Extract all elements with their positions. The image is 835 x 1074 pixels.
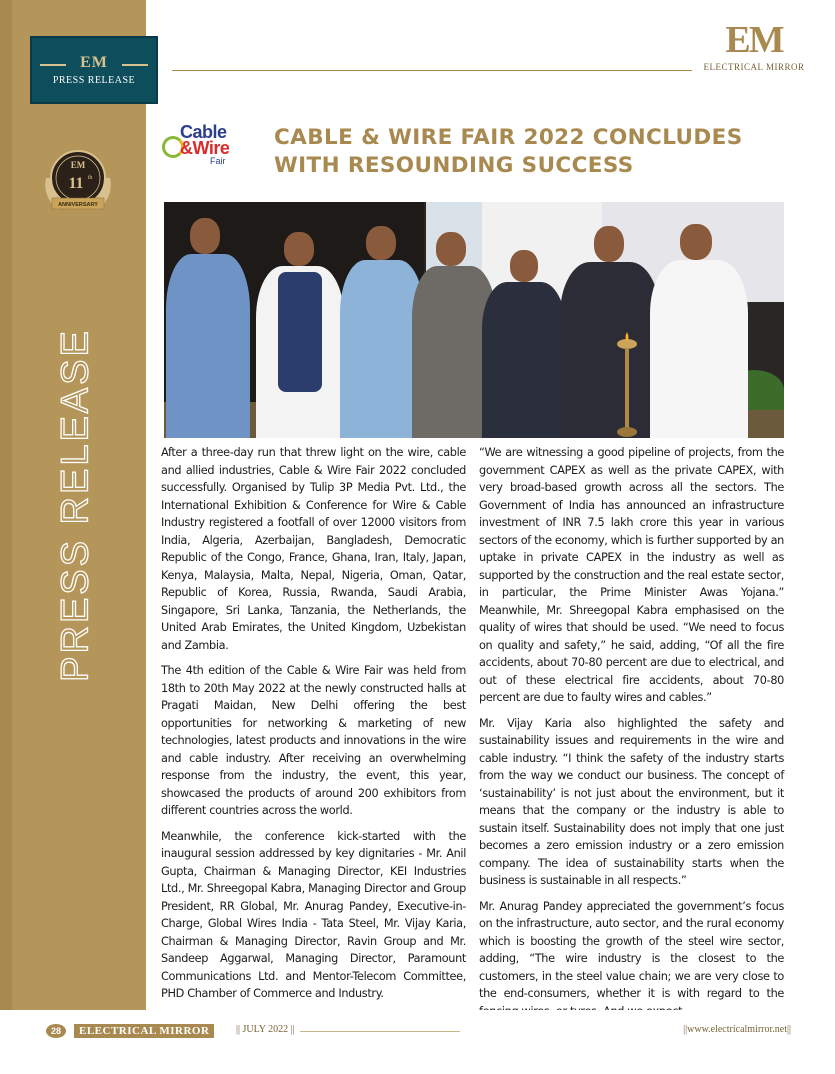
event-photo bbox=[164, 202, 784, 438]
article-paragraph: The 4th edition of the Cable & Wire Fair was held from 18th to 20th May 2022 at the newly constructed halls at Pragati Maidan, New Delhi offering the best opportunities for networking & marketing of new technologies, latest products and innovations in the wire and cable industry. After receiving an overwhelming response from the industry, the event, this year, showcased the products of around 200 exhibitors from different countries across the world. bbox=[161, 664, 466, 817]
page-number: 28 bbox=[46, 1024, 66, 1038]
ceremonial-lamp-icon bbox=[616, 330, 638, 438]
photo-person bbox=[650, 224, 748, 438]
article-paragraph: Mr. Vijay Karia also highlighted the safety and sustainability issues and requirements in the wire and cable industry. “I think the safety of the industry starts from the way we conduct our business. The concept of ‘sustainability’ is not just about the environment, but it means that the company or the industry is able to sustain itself. Sustainability does not imply that one just becomes a zero emission industry or a zero emission company. The idea of sustainability starts when the business is sustainable in all respects.” bbox=[479, 716, 784, 887]
logo-mark: EM bbox=[725, 19, 783, 61]
badge-wing-left bbox=[40, 64, 66, 66]
photo-person bbox=[560, 226, 660, 438]
vertical-section-text: PRESS RELEASE bbox=[54, 328, 97, 682]
footer-rule bbox=[300, 1031, 460, 1032]
anniversary-number: 11 bbox=[68, 175, 84, 192]
photo-person bbox=[166, 218, 250, 438]
event-logo-line3: Fair bbox=[210, 156, 226, 166]
photo-person bbox=[256, 232, 344, 438]
badge-label: PRESS RELEASE bbox=[52, 75, 136, 86]
article-column-right bbox=[479, 444, 784, 1028]
footer-brand: ELECTRICAL MIRROR bbox=[74, 1024, 214, 1038]
event-logo bbox=[162, 122, 262, 174]
anniversary-suffix: th bbox=[87, 175, 93, 181]
article-paragraph: Meanwhile, the conference kick-started with the inaugural session addressed by key dignitaries - Mr. Anil Gupta, Chairman & Managing Director, KEI Industries Ltd., Mr. Shreegopal Kabra, Managing Director and Group President, RR Global, Mr. Anurag Pandey, Executive-in-Charge, Global Wires India - Tata Steel, Mr. Vijay Karia, Chairman & Managing Director, Ravin Group and Mr. Sandeep Aggarwal, Managing Director, Paramount Communications Ltd. and Mentor-Telecom Committee, PHD Chamber of Commerce and Industry. bbox=[161, 829, 466, 1000]
event-logo-line1: Cable bbox=[180, 122, 227, 142]
badge-wing-right bbox=[122, 64, 148, 66]
magazine-logo bbox=[702, 20, 806, 88]
event-logo-line2: &Wire bbox=[180, 138, 230, 158]
article-paragraph: Mr. Anurag Pandey appreciated the government’s focus on the infrastructure, auto sector, and the rural economy which is boosting the growth of the steel wire sector, adding, “The wire industry is the closest to the customers, in the steel value chain; we are very close to the end-consumers, whether it is with regard to the bbox=[479, 899, 784, 1000]
photo-person bbox=[482, 250, 566, 438]
article-headline: CABLE & WIRE FAIR 2022 CONCLUDES WITH RESOUNDING SUCCESS bbox=[274, 125, 743, 178]
anniversary-seal bbox=[40, 148, 116, 222]
footer-issue-date: || JULY 2022 || bbox=[236, 1024, 295, 1035]
press-release-badge bbox=[30, 36, 158, 104]
page-footer bbox=[0, 1010, 835, 1074]
footer-website-link[interactable]: ||www.electricalmirror.net|| bbox=[683, 1024, 791, 1035]
article-column-left bbox=[161, 444, 466, 1036]
article-paragraph: “We are witnessing a good pipeline of projects, from the government CAPEX as well as the private CAPEX, with very broad-based growth across all the sectors. The Government of India has announced an infrastructure investment of INR 7.5 lakh crore this year in various sectors of the economy, which is further supported by an uptake in private CAPEX in the industry as well as supported by the construction and the real estate sector, in particular, the Prime Minister Awas Yojana.” Meanwhile, Mr. Shreegopal Kabra emphasised on the quality of wires that should be used. “We need to focus on quality and safety,” he said, adding, “Of all the fire accidents, about 70-80 percent are due to electrical, and out of these electrical fire accidents, about 70-80 percent are due to faulty wires and cables.” bbox=[479, 446, 784, 704]
anniversary-brand: EM bbox=[70, 160, 86, 170]
article-paragraph: After a three-day run that threw light on the wire, cable and allied industries, Cable & Wire Fair 2022 concluded successfully. Organised by Tulip 3P Media Pvt. Ltd., the International Exhibition & Conference for Wire & Cable Industry registered a footfall of over 12000 visitors from India, Algeria, Azerbaijan, Bangladesh, Democratic Republic of the Congo, France, Ghana, Iran, Italy, Japan, Kenya, Malaysia, Malta, Nepal, Nigeria, Oman, Qatar, Republic of Korea, Russia, Rwanda, Saudi Arabia, Singapore, Sri Lanka, Tanzania, the Netherlands, the United Arab Emirates, the United Kingdom, Uzbekistan and Zambia. bbox=[161, 446, 466, 652]
header-rule bbox=[172, 70, 692, 71]
anniversary-label: ANNIVERSARY bbox=[58, 202, 98, 208]
vertical-section-label bbox=[16, 328, 136, 682]
logo-name: ELECTRICAL MIRROR bbox=[703, 62, 805, 72]
badge-brand: EM bbox=[80, 54, 108, 71]
